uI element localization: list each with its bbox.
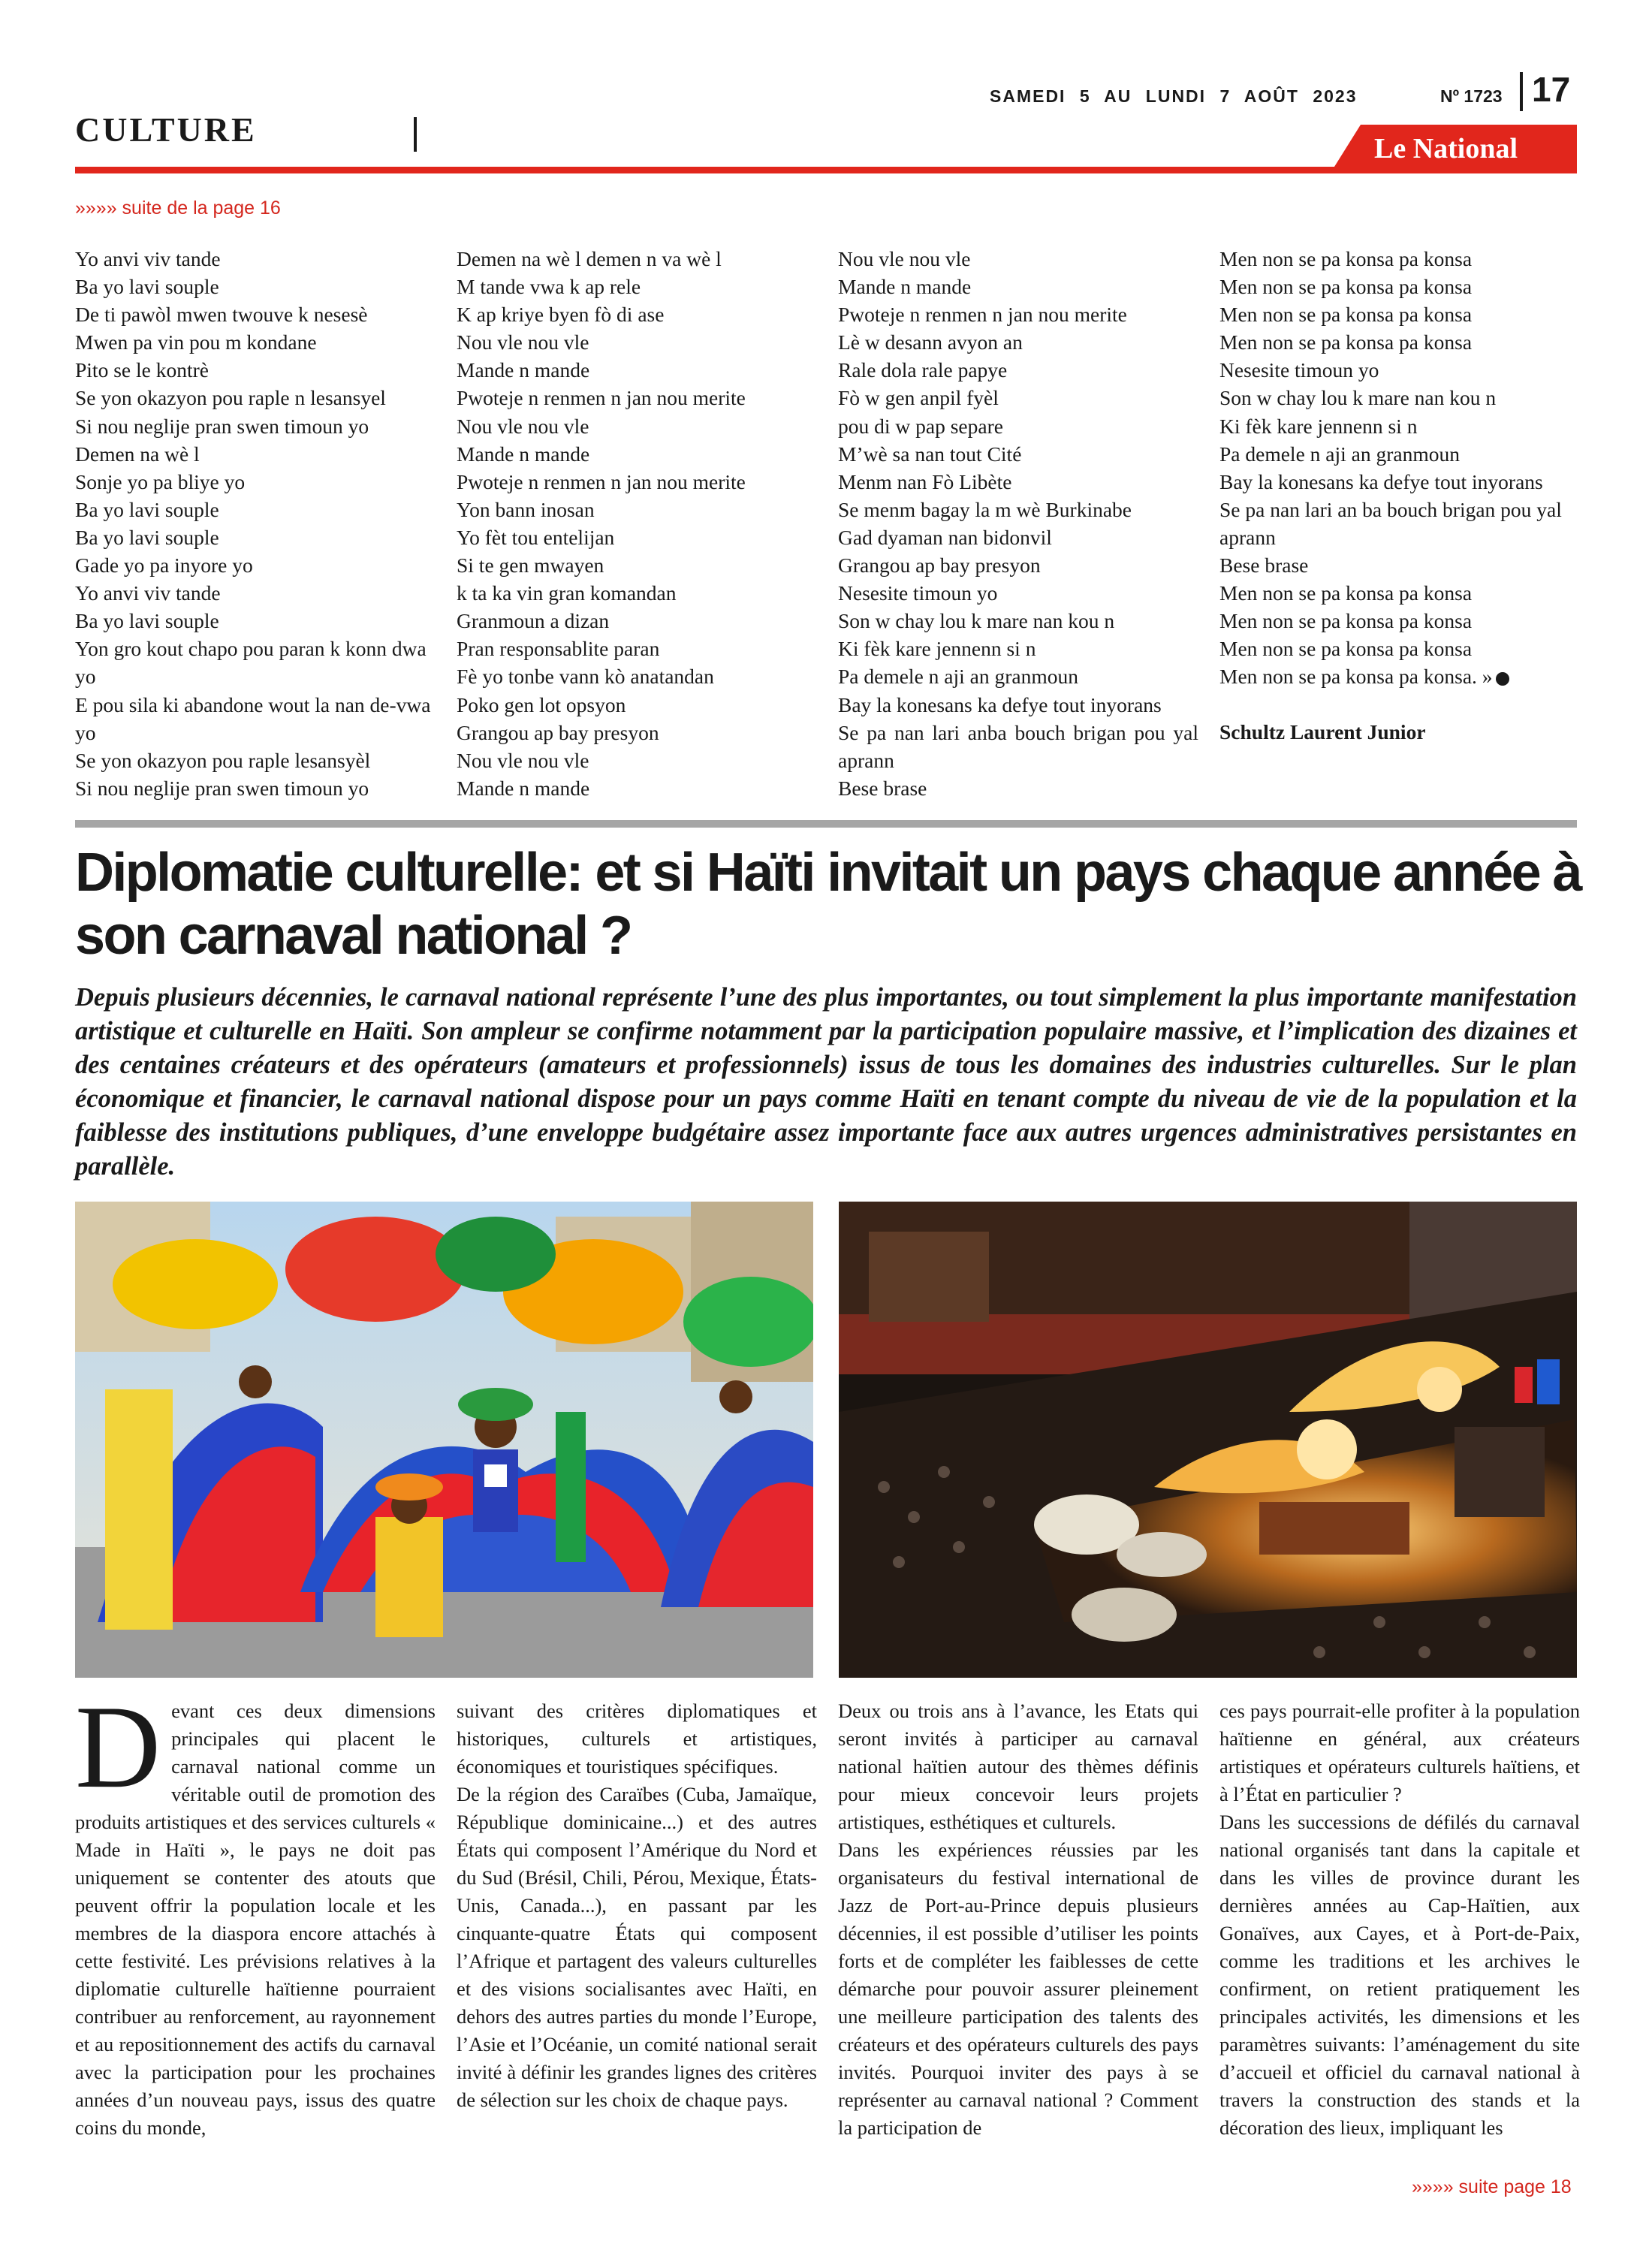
issue-date: SAMEDI 5 AU LUNDI 7 AOÛT 2023	[990, 86, 1358, 106]
poem-line: Se yon okazyon pou raple lesansyèl	[75, 748, 371, 772]
poem-line: Bay la konesans ka defye tout inyorans	[1219, 469, 1543, 493]
article-column-2	[457, 1697, 817, 2114]
poem-line: M tande vwa k ap rele	[457, 275, 641, 299]
poem-line: Poko gen lot opsyon	[457, 692, 626, 716]
poem-line: Pran responsablite paran	[457, 637, 660, 661]
poem-line: Men non se pa konsa pa konsa	[1219, 609, 1473, 633]
poem-line-text: Men non se pa konsa pa konsa. »	[1219, 665, 1493, 689]
poem-line: Bay la konesans ka defye tout inyorans	[838, 692, 1162, 716]
carnival-dancers-photo	[75, 1202, 813, 1678]
poem-line: Pa demele n aji an granmoun	[1219, 442, 1460, 466]
article-paragraph	[75, 1681, 436, 2142]
poem-line: Pwoteje n renmen n jan nou merite	[838, 303, 1127, 327]
poem-line: pou di w pap separe	[838, 414, 1003, 438]
article-separator	[75, 820, 1577, 828]
poem-line: Nesesite timoun yo	[838, 581, 998, 605]
poem-line: Gad dyaman nan bidonvil	[838, 525, 1052, 549]
paragraph-text: evant ces deux dimensions principales qui placent le carnaval national comme un véritable outil de promotion des produits artistiques et des services culturels « Made in Haïti », le pays ne doit pas uniquement se contenter des atouts que peuvent offrir la population locale et les membres de la diaspora encore attachés à cette festivité. Les prévisions relatives à la diplomatie culturelle haïtienne pourraient contribuer au renforcement, au rayonnement et au repositionnement des actifs du carnaval avec la participation pour les prochaines années d’un nouveau pays, issus des quatre coins du monde,	[75, 1700, 436, 2139]
article-lede: Depuis plusieurs décennies, le carnaval national représente l’une des plus importantes, ou tout simplement la plus importante manifestation artistique et culturelle en Haïti. Son ampleur se confirme notamment par la participation populaire massive, et l’implication des dizaines et des centaines créateurs et des opérateurs (amateurs et professionnels) issus de tous les domaines des industries culturelles. Sur le plan économique et financier, le carnaval national dispose pour un pays comme Haïti en tenant compte du niveau de vie de la population et la faiblesse des institutions publiques, d’une enveloppe budgétaire assez importante face aux autres urgences administratives persistantes en parallèle.	[75, 983, 1577, 1181]
poem-line: Se pa nan lari anba bouch brigan pou yal aprann	[838, 720, 1198, 772]
page-number: 17	[1532, 70, 1571, 109]
poem-line: Pwoteje n renmen n jan nou merite	[457, 469, 746, 493]
poem-line: Se menm bagay la m wè Burkinabe	[838, 497, 1132, 521]
poem-column-4	[1219, 245, 1580, 746]
poem-line: Yon bann inosan	[457, 497, 595, 521]
poem-line: Ki fèk kare jennenn si n	[1219, 414, 1418, 438]
poem-line: Men non se pa konsa pa konsa	[1219, 330, 1473, 354]
poem-line: Ki fèk kare jennenn si n	[838, 637, 1036, 661]
drop-cap: D	[75, 1681, 161, 1813]
poem-line: Bese brase	[838, 776, 927, 800]
poem-line: Nesesite timoun yo	[1219, 358, 1379, 382]
poem-author: Schultz Laurent Junior	[1219, 719, 1426, 743]
carnival-float-illustration	[839, 1202, 1577, 1678]
article-paragraph: Dans les expériences réussies par les organisateurs du festival international de Jazz de Port-au-Prince depuis plusieurs décennies, il est possible d’utiliser les points forts et de compléter les faiblesses de cette démarche pour pouvoir assurer pleinement une meilleure participation des talents des créateurs et des opérateurs culturels des pays invités. Pourquoi inviter des pays à se représenter au carnaval national ? Comment la participation de	[838, 1838, 1198, 2139]
poem-line: Bese brase	[1219, 553, 1309, 578]
poem-line: Yo anvi viv tande	[75, 581, 221, 605]
poem-line: Nou vle nou vle	[457, 414, 589, 438]
poem-line: Pa demele n aji an granmoun	[838, 665, 1078, 689]
poem-line: Mande n mande	[838, 275, 972, 299]
poem-line: Menm nan Fò Libète	[838, 469, 1012, 493]
section-divider	[414, 117, 417, 152]
poem-line: Yo fèt tou entelijan	[457, 525, 615, 549]
poem-line: Men non se pa konsa pa konsa	[1219, 247, 1473, 270]
poem-line: Demen na wè l demen n va wè l	[457, 247, 722, 270]
poem-line: Demen na wè l	[75, 442, 200, 466]
poem-line: Si te gen mwayen	[457, 553, 604, 578]
poem-line: E pou sila ki abandone wout la nan de-vwa yo	[75, 692, 431, 744]
poem-line: Lè w desann avyon an	[838, 330, 1023, 354]
poem-line: Nou vle nou vle	[457, 330, 589, 354]
continued-to[interactable]: »»»» suite page 18	[1412, 2176, 1572, 2197]
poem-line: Mwen pa vin pou m kondane	[75, 330, 317, 354]
poem-line: Nou vle nou vle	[457, 748, 589, 772]
issue-number: Nº 1723	[1440, 86, 1503, 106]
poem-line: Pwoteje n renmen n jan nou merite	[457, 386, 746, 410]
article-column-4	[1219, 1697, 1580, 2142]
poem-line: Fò w gen anpil fyèl	[838, 386, 999, 410]
poem-column-1	[75, 245, 436, 802]
header-divider	[1520, 72, 1523, 111]
poem-line: De ti pawòl mwen twouve k nesesè	[75, 303, 368, 327]
continued-from[interactable]: »»»» suite de la page 16	[75, 198, 281, 219]
poem-line: Nou vle nou vle	[838, 247, 971, 270]
poem-line: Grangou ap bay presyon	[457, 720, 659, 744]
poem-line: Men non se pa konsa pa konsa	[1219, 637, 1473, 661]
poem-line: Ba yo lavi souple	[75, 525, 219, 549]
poem-line: Fè yo tonbe vann kò anatandan	[457, 665, 714, 689]
poem-line: Se pa nan lari an ba bouch brigan pou yal aprann	[1219, 497, 1562, 549]
poem-line: Men non se pa konsa pa konsa	[1219, 581, 1473, 605]
poem-line: Gade yo pa inyore yo	[75, 553, 253, 578]
publication-name: Le National	[1374, 133, 1518, 164]
poem-line: Granmoun a dizan	[457, 609, 610, 633]
carnival-dancers-illustration	[75, 1202, 813, 1678]
poem-line: Ba yo lavi souple	[75, 497, 219, 521]
article-paragraph: suivant des critères diplomatiques et historiques, culturels et artistiques, économiques et touristiques spécifiques.	[457, 1700, 817, 1778]
end-mark-icon	[1496, 672, 1509, 686]
poem-line: Se yon okazyon pou raple n lesansyel	[75, 386, 386, 410]
poem-line: Pito se le kontrè	[75, 358, 209, 382]
poem-line: Rale dola rale papye	[838, 358, 1008, 382]
poem-line: Si nou neglije pran swen timoun yo	[75, 414, 369, 438]
poem-line: Yon gro kout chapo pou paran k konn dwa yo	[75, 637, 427, 689]
poem-line: Men non se pa konsa pa konsa	[1219, 303, 1473, 327]
poem-line: Si nou neglije pran swen timoun yo	[75, 776, 369, 800]
poem-line: Son w chay lou k mare nan kou n	[838, 609, 1115, 633]
poem-line: Yo anvi viv tande	[75, 247, 221, 270]
poem-line: M’wè sa nan tout Cité	[838, 442, 1022, 466]
poem-line: Mande n mande	[457, 776, 590, 800]
carnival-float-night-photo	[839, 1202, 1577, 1678]
article-column-3	[838, 1697, 1198, 2142]
poem-line: Ba yo lavi souple	[75, 609, 219, 633]
poem-line: Mande n mande	[457, 358, 590, 382]
poem-column-3	[838, 245, 1198, 802]
poem-line-last	[1219, 662, 1580, 690]
poem-line: Men non se pa konsa pa konsa	[1219, 275, 1473, 299]
poem-line: Son w chay lou k mare nan kou n	[1219, 386, 1497, 410]
poem-line: K ap kriye byen fò di ase	[457, 303, 665, 327]
article-column-1	[75, 1681, 436, 2142]
article-paragraph: Dans les successions de défilés du carnaval national organisés tant dans la capitale et dans les villes de province durant les dernières années au Cap-Haïtien, aux Gonaïves, aux Cayes, et à Port-de-Paix, comme les traditions et les archives le confirment, on retient pratiquement les principales activités, les dimensions et les paramètres suivants: l’aménagement du site d’accueil et officiel du carnaval national à travers la construction des stands et la décoration des lieux, impliquant les	[1219, 1811, 1580, 2139]
section-title: CULTURE	[75, 110, 257, 149]
poem-line: Sonje yo pa bliye yo	[75, 469, 246, 493]
article-headline: Diplomatie culturelle: et si Haïti invitait un pays chaque année à son carnaval national ?	[75, 843, 1581, 966]
article-paragraph: De la région des Caraïbes (Cuba, Jamaïque, République dominicaine...) et des autres États qui composent l’Amérique du Nord et du Sud (Brésil, Chili, Pérou, Mexique, États-Unis, Canada...), en passant par les cinquante-quatre États qui composent l’Afrique et partagent des valeurs culturelles et des visions socialisantes avec Haïti, en dehors des autres parties du monde l’Europe, l’Asie et l’Océanie, un comité national serait invité à définir les grandes lignes des critères de sélection sur les choix de chaque pays.	[457, 1783, 817, 2111]
article-paragraph: ces pays pourrait-elle profiter à la population haïtienne en général, aux créateurs artistiques et opérateurs culturels haïtiens, et à l’État en particulier ?	[1219, 1700, 1580, 1805]
poem-line: Ba yo lavi souple	[75, 275, 219, 299]
poem-line: Grangou ap bay presyon	[838, 553, 1041, 578]
poem-column-2	[457, 245, 817, 802]
article-paragraph: Deux ou trois ans à l’avance, les Etats qui seront invités à participer au carnaval national haïtien autour des thèmes définis pour mieux concevoir leurs projets artistiques, esthétiques et culturels.	[838, 1700, 1198, 1833]
poem-line: k ta ka vin gran komandan	[457, 581, 677, 605]
poem-line: Mande n mande	[457, 442, 590, 466]
